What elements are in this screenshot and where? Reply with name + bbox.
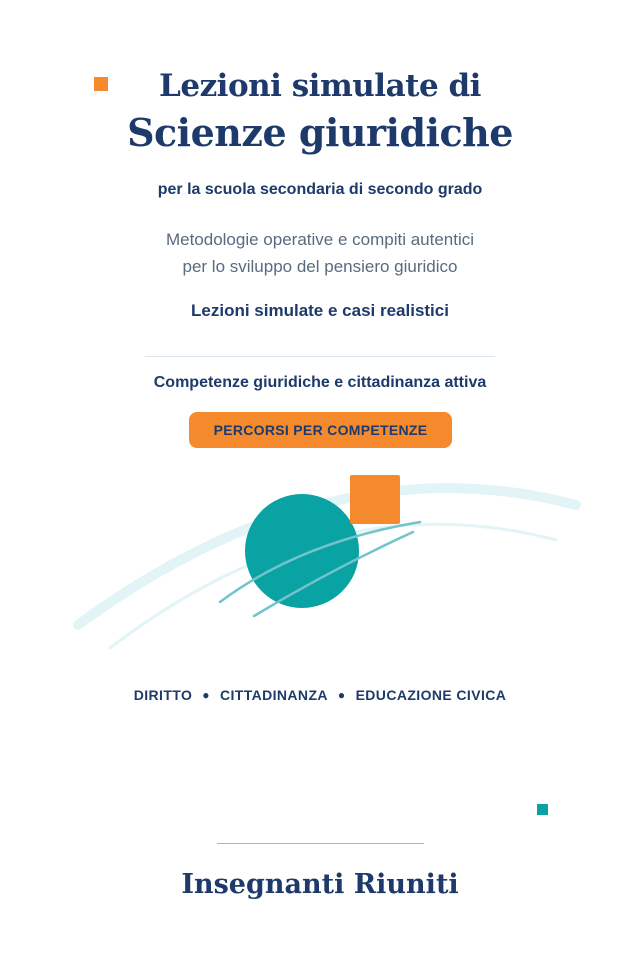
title-line-2: Scienze giuridiche: [127, 110, 513, 155]
keyword-educazione-civica: EDUCAZIONE CIVICA: [355, 687, 507, 703]
tagline: Lezioni simulate e casi realistici: [191, 301, 449, 320]
keyword-diritto: DIRITTO: [133, 687, 193, 703]
orange-square: [350, 475, 400, 524]
description-line-1: Metodologie operative e compiti autentici: [165, 230, 475, 249]
keyword-cittadinanza: CITTADINANZA: [219, 687, 328, 703]
bullet-separator: ●: [202, 688, 210, 702]
teal-square-decoration: [537, 804, 548, 815]
divider-top: [145, 356, 495, 357]
competencies-line: Competenze giuridiche e cittadinanza attiva: [153, 374, 487, 391]
publisher-name: Insegnanti Riuniti: [181, 869, 459, 900]
title-line-1: Lezioni simulate di: [159, 68, 481, 104]
keywords-row: [0, 687, 640, 703]
competency-badge: PERCORSI PER COMPETENZE: [189, 412, 452, 448]
description-line-2: per lo sviluppo del pensiero giuridico: [182, 257, 458, 276]
subtitle: per la scuola secondaria di secondo grado: [157, 181, 483, 198]
teal-circle: [245, 494, 359, 608]
bullet-separator: ●: [337, 688, 346, 702]
divider-bottom: [217, 843, 424, 844]
decorative-graphic: [0, 460, 640, 670]
